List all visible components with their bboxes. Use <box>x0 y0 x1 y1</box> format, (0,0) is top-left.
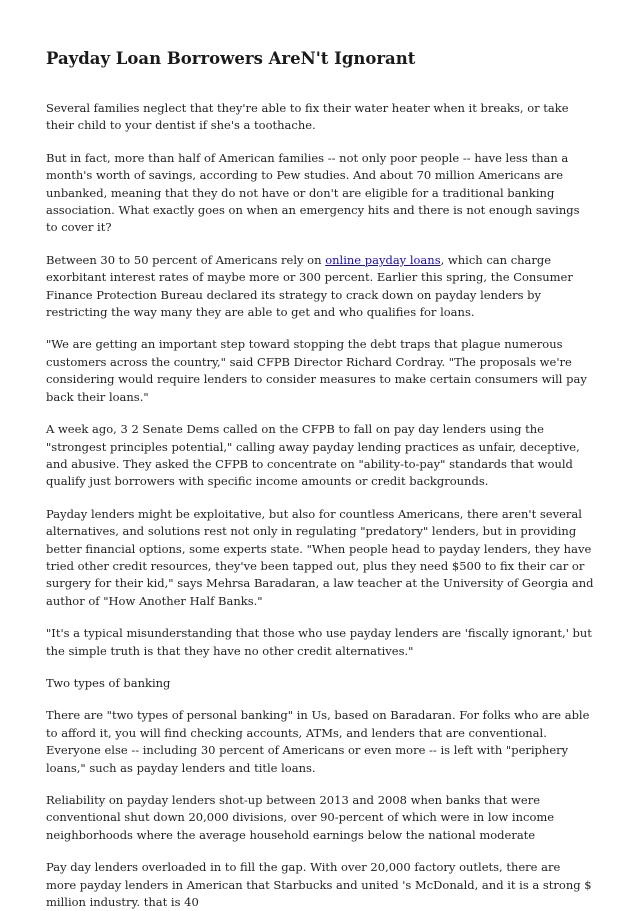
paragraph-5: A week ago, 3 2 Senate Dems called on the CFPB to fall on pay day lenders using the "strongest principles potential," calling away payday lending practices as unfair, deceptive, and abusive. They asked the CFPB to concentrate on "ability-to-pay" standards that would qualify just borrowers with specific income amounts or credit backgrounds. <box>46 422 580 489</box>
paragraph-3-text-after: , which can charge exorbitant interest rates of maybe more or 300 percent. Earlier this spring, the Consumer Finance Protection Bureau declared its strategy to crack down on payday lenders by restricting the way many they are able to get and who qualifies for loans. <box>46 252 573 320</box>
online-payday-loans-link[interactable]: online payday loans <box>325 252 441 267</box>
paragraph-4: "We are getting an important step toward stopping the debt traps that plague numerous customers across the country," said CFPB Director Richard Cordray. "The proposals we're considering would require lenders to consider measures to make certain consumers will pay back their loans." <box>46 337 587 404</box>
paragraph-9: There are "two types of personal banking" in Us, based on Baradaran. For folks who are able to afford it, you will find checking accounts, ATMs, and lenders that are conventional. Everyone else -- including 30 percent of Americans or even more -- is left with "periphery loans," such as payday lenders and title loans. <box>46 708 590 775</box>
paragraph-7: "It's a typical misunderstanding that those who use payday lenders are 'fiscally ignorant,' but the simple truth is that they have no other credit alternatives." <box>46 626 592 658</box>
document-title: Payday Loan Borrowers AreN't Ignorant <box>46 49 416 68</box>
paragraph-1: Several families neglect that they're able to fix their water heater when it breaks, or take their child to your dentist if she's a toothache. <box>46 101 569 133</box>
section-heading-two-types-of-banking: Two types of banking <box>46 675 171 690</box>
paragraph-3 <box>46 252 594 322</box>
paragraph-2: But in fact, more than half of American families -- not only poor people -- have less than a month's worth of savings, according to Pew studies. And about 70 million Americans are unbanked, meaning that they do not have or don't are eligible for a traditional banking association. What exactly goes on when an emergency hits and there is not enough savings to cover it? <box>46 150 580 235</box>
paragraph-10: Reliability on payday lenders shot-up between 2013 and 2008 when banks that were conventional shut down 20,000 divisions, over 90-percent of which were in low income neighborhoods where the average household earnings below the national moderate <box>46 793 555 842</box>
paragraph-3-text-before: Between 30 to 50 percent of Americans rely on <box>46 252 326 267</box>
paragraph-11: Pay day lenders overloaded in to fill the gap. With over 20,000 factory outlets, there are more payday lenders in American that Starbucks and united 's McDonald, and it is a strong $ million industry. that is 40 <box>46 860 592 910</box>
paragraph-6: Payday lenders might be exploitative, but also for countless Americans, there aren't several alternatives, and solutions rest not only in regulating "predatory" lenders, but in providing better financial options, some experts state. "When people head to payday lenders, they have tried other credit resources, they've been tapped out, plus they need $500 to fix their car or surgery for their kid," says Mehrsa Baradaran, a law teacher at the University of Georgia and author of "How Another Half Banks." <box>46 506 594 608</box>
